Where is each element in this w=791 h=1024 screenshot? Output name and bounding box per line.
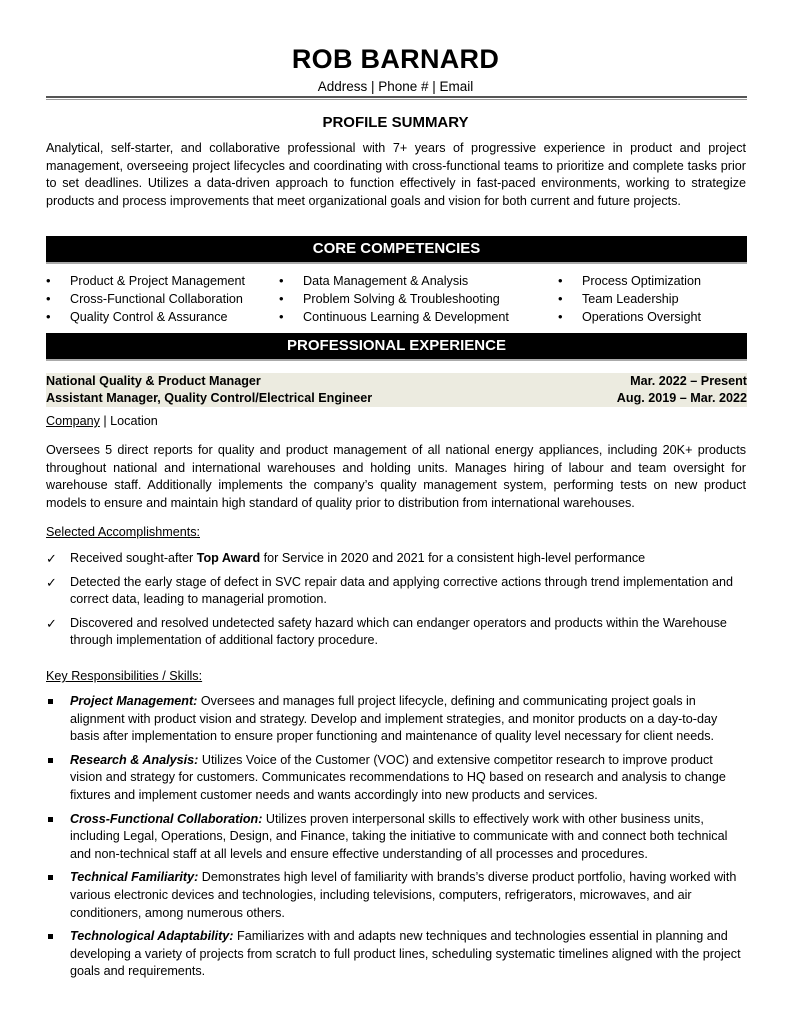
responsibilities-heading: Key Responsibilities / Skills: [46, 669, 203, 683]
square-bullet-icon [48, 699, 53, 704]
profile-summary-text: Analytical, self-starter, and collaborative professional with 7+ years of progressive experience in product and project management, overseeing project lifecycles and coordinating with cross-functional teams to prioritize and complete tasks prior to set deadlines. Utilizes a data-driven approach to function effectively in fast-paced environments, working to strategize products and process improvements that meet organizational goals and vision for both current and future projects. [46, 141, 746, 208]
contact-line: Address | Phone # | Email [317, 79, 474, 94]
accomplishment-item: ✓ Detected the early stage of defect in SVC repair data and applying corrective actions through trend implementation and correct data, leading to managerial promotion. [46, 574, 733, 607]
core-competencies-underline [46, 262, 747, 264]
location: | Location [99, 414, 158, 428]
checkmark-icon: ✓ [46, 615, 57, 631]
candidate-name: ROB BARNARD [291, 44, 500, 74]
square-bullet-icon [48, 875, 53, 880]
accomplishment-item: ✓ Discovered and resolved undetected safety hazard which can endanger operators and products within the Warehouse through implementation of additional factory procedure. [46, 615, 727, 648]
competency-item: • Product & Project Management [46, 272, 245, 290]
profile-summary-title: PROFILE SUMMARY [322, 114, 469, 131]
job-dates: Mar. 2022 – Present [630, 374, 747, 388]
competencies-column-1 [46, 272, 245, 326]
accomplishment-item: ✓ Received sought-after Top Award for Service in 2020 and 2021 for a consistent high-level performance [46, 551, 646, 566]
responsibility-item: Project Management: Oversees and manages full project lifecycle, defining and communicating project goals in alignment with product vision and strategy. Develop and implement strategies, and monitor products on a day-to-day basis after implementation to ensure proper functioning and maintenance of quality level necessary for client needs. [46, 693, 746, 746]
job-role-row [46, 373, 747, 390]
responsibility-item: Technological Adaptability: Familiarizes with and adapts new techniques and technologies essential in planning and developing a variety of projects from scratch to full product lines, scheduling systematic timelines aligned with the project goals and requirements. [46, 928, 746, 981]
company-name: Company [46, 414, 100, 428]
responsibility-item: Technical Familiarity: Demonstrates high level of familiarity with brands’s diverse product portfolio, having worked with various electronic devices and technologies, including televisions, computers, refrigerators, microwaves, and air conditioners, among numerous others. [46, 869, 746, 922]
company-location [46, 413, 158, 430]
square-bullet-icon [48, 758, 53, 763]
square-bullet-icon [48, 934, 53, 939]
competency-item: • Team Leadership [558, 290, 701, 308]
job-title: Assistant Manager, Quality Control/Electrical Engineer [46, 391, 373, 405]
accomplishments-list [46, 550, 746, 656]
responsibility-item: Research & Analysis: Utilizes Voice of the Customer (VOC) and extensive competitor research to improve product vision and strategy for customers. Communicates recommendations to HQ based on research and analysis to change fixtures and implement customer needs and wants accordingly into new products and services. [46, 752, 746, 805]
professional-experience-title: PROFESSIONAL EXPERIENCE [46, 333, 747, 359]
job-description: Oversees 5 direct reports for quality and product management of all national energy appliances, including 20K+ products throughout national and international warehouses and holding units. Manages hiring of labour and team oversight for warehouse staff. Additionally implements the company’s quality management system, performing tests on new product models to ensure and maintain high standard of quality prior to distribution from international warehouses. [46, 443, 746, 510]
job-dates: Aug. 2019 – Mar. 2022 [616, 391, 747, 405]
competency-item: • Process Optimization [558, 272, 701, 290]
header-divider [46, 96, 747, 98]
checkmark-icon: ✓ [46, 551, 57, 566]
competency-item: • Cross-Functional Collaboration [46, 290, 245, 308]
job-title: National Quality & Product Manager [46, 374, 261, 388]
core-competencies-title: CORE COMPETENCIES [46, 236, 747, 262]
competency-item: • Data Management & Analysis [279, 272, 509, 290]
header-divider-thin [46, 99, 747, 100]
responsibilities-list [46, 693, 746, 987]
competencies-column-2 [279, 272, 509, 326]
responsibility-item: Cross-Functional Collaboration: Utilizes proven interpersonal skills to effectively work with other business units, including Legal, Operations, Design, and Finance, taking the initiative to communicate with and connect both technical and non-technical staff at all levels and ensure effective understanding of all processes and procedures. [46, 811, 746, 864]
competencies-column-3 [558, 272, 701, 326]
competency-item: • Operations Oversight [558, 308, 701, 326]
competency-item: • Continuous Learning & Development [279, 308, 509, 326]
competency-item: • Problem Solving & Troubleshooting [279, 290, 509, 308]
job-role-row [46, 390, 747, 407]
checkmark-icon: ✓ [46, 574, 57, 590]
accomplishments-heading: Selected Accomplishments: [46, 525, 200, 539]
competency-item: • Quality Control & Assurance [46, 308, 245, 326]
professional-experience-underline [46, 359, 747, 361]
square-bullet-icon [48, 817, 53, 822]
